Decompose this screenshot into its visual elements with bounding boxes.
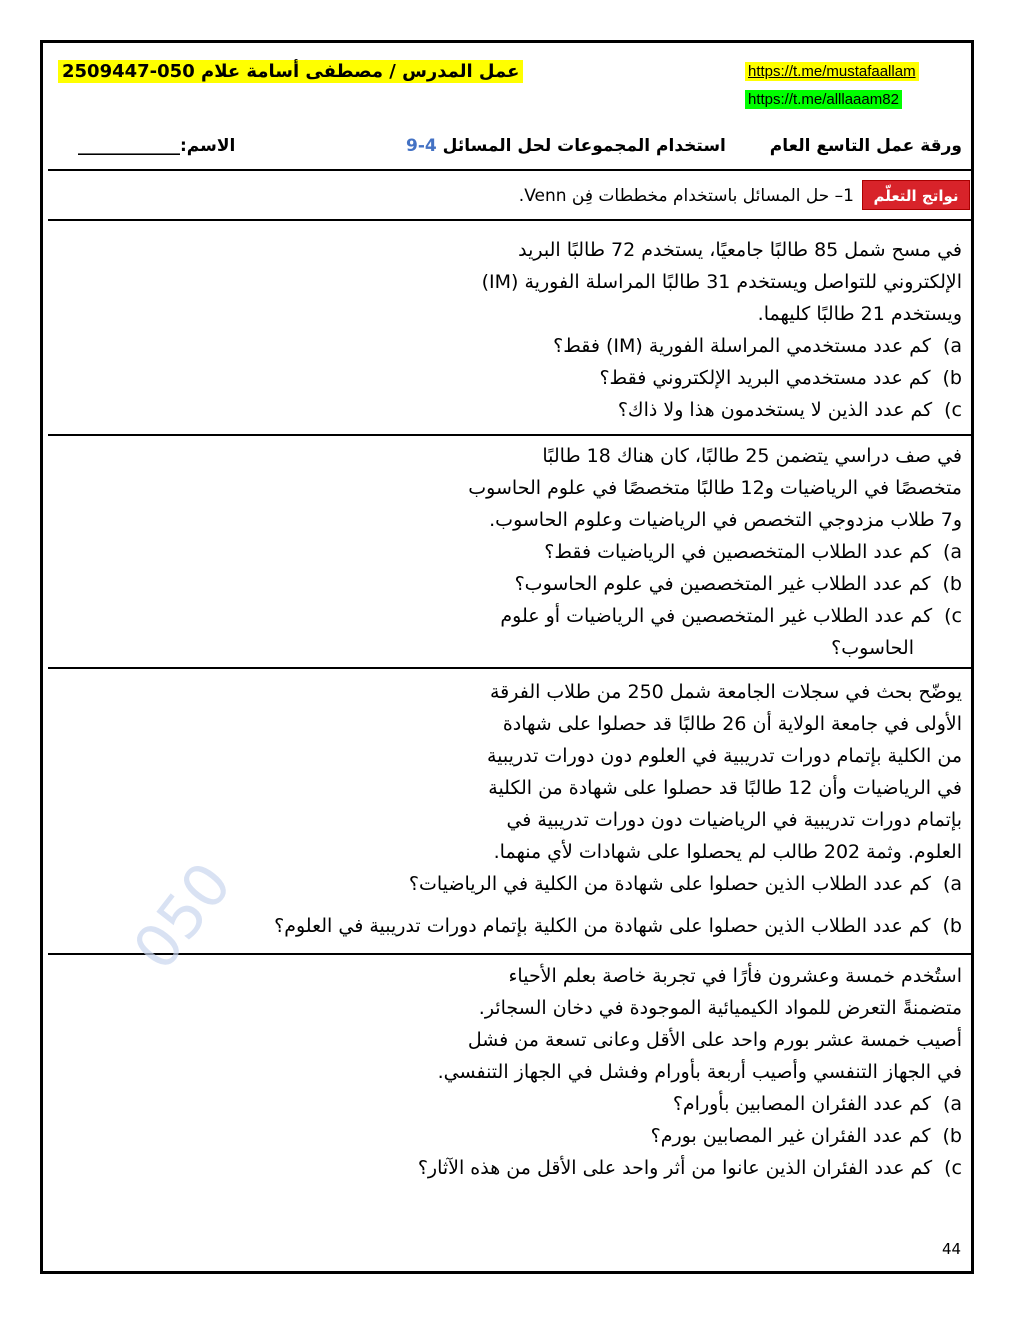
question-text: كم عدد الطلاب الذين حصلوا على شهادة من الكلية في الرياضيات؟ <box>408 873 931 895</box>
problem-text-line: متخصصًا في الرياضيات و12 طالبًا متخصصًا في علوم الحاسوب <box>468 477 962 499</box>
problem-text-line: استُخدم خمسة وعشرون فأرًا في تجربة خاصة بعلم الأحياء <box>508 965 962 987</box>
question-text: كم عدد الفئران المصابين بأورام؟ <box>672 1093 931 1115</box>
question-label: (a <box>942 873 962 895</box>
divider <box>48 434 972 436</box>
question-text: كم عدد مستخدمي المراسلة الفورية (IM) فقط؟ <box>553 335 931 357</box>
question-label: (b <box>942 1125 962 1147</box>
question-label: (c <box>944 1157 962 1179</box>
question-text: كم عدد الذين لا يستخدمون هذا ولا ذاك؟ <box>617 399 933 421</box>
problem-text-line: متضمنةً التعرض للمواد الكيميائية الموجودة في دخان السجائر. <box>478 997 962 1019</box>
lesson-number: 9-4 <box>406 136 437 156</box>
question-label: (b <box>942 915 962 937</box>
question-a <box>62 1088 962 1120</box>
question-text: الحاسوب؟ <box>831 637 914 659</box>
question-b <box>62 362 962 394</box>
problem-text-line: العلوم. وثمة 202 طالب لم يحصلوا على شهادات لأي منهما. <box>493 841 962 863</box>
lesson-heading <box>396 136 726 156</box>
question-text: كم عدد الفئران الذين عانوا من أثر واحد على الأقل من هذه الآثار؟ <box>417 1157 933 1179</box>
question-c <box>62 1152 962 1184</box>
problem-text-line: بإتمام دورات تدريبية في الرياضيات دون دورات تدريبية في <box>506 809 962 831</box>
learning-outcomes-badge: نواتج التعلّم <box>862 180 970 210</box>
question-c-continued <box>62 632 962 664</box>
question-text: كم عدد الطلاب المتخصصين في الرياضيات فقط؟ <box>544 541 931 563</box>
question-b <box>62 1120 962 1152</box>
problem-text-line: و7 طلاب مزدوجي التخصص في الرياضيات وعلوم الحاسوب. <box>489 509 962 531</box>
question-text: كم عدد الطلاب الذين حصلوا على شهادة من الكلية بإتمام دورات تدريبية في العلوم؟ <box>274 915 931 937</box>
telegram-link-2[interactable]: https://t.me/alllaaam82 <box>745 90 902 109</box>
problem-4 <box>62 960 962 1184</box>
problem-text-line: الأولى في جامعة الولاية أن 26 طالبًا قد حصلوا على شهادة <box>502 713 962 735</box>
problem-text-line: ويستخدم 21 طالبًا كليهما. <box>757 303 962 325</box>
problem-text-line: في صف دراسي يتضمن 25 طالبًا، كان هناك 18 طالبًا <box>542 445 962 467</box>
problem-text-line: من الكلية بإتمام دورات تدريبية في العلوم دون دورات تدريبية <box>487 745 962 767</box>
divider <box>48 169 972 171</box>
problem-text-line: في مسح شمل 85 طالبًا جامعيًا، يستخدم 72 طالبًا البريد <box>518 239 962 261</box>
problem-text-line: الإلكتروني للتواصل ويستخدم 31 طالبًا المراسلة الفورية (IM) <box>481 271 962 293</box>
question-label: (b <box>942 573 962 595</box>
question-a <box>62 330 962 362</box>
learning-outcome-item: 1– حل المسائل باستخدام مخططات فِن Venn. <box>518 186 854 206</box>
telegram-link-1[interactable]: https://t.me/mustafaallam <box>745 62 919 81</box>
question-label: (a <box>942 541 962 563</box>
problem-text-line: يوضّح بحث في سجلات الجامعة شمل 250 من طلاب الفرقة <box>489 681 962 703</box>
question-a <box>62 536 962 568</box>
question-text: كم عدد الفئران غير المصابين بورم؟ <box>650 1125 931 1147</box>
problem-text-line: في الجهاز التنفسي وأصيب أربعة بأورام وفشل في الجهاز التنفسي. <box>437 1061 962 1083</box>
watermark: 050 <box>120 849 246 984</box>
question-text: كم عدد الطلاب غير المتخصصين في الرياضيات أو علوم <box>500 605 933 627</box>
student-name-field: الاسم:____________ <box>78 136 236 156</box>
question-b <box>62 568 962 600</box>
question-c <box>62 394 962 426</box>
question-text: كم عدد مستخدمي البريد الإلكتروني فقط؟ <box>599 367 931 389</box>
question-label: (b <box>942 367 962 389</box>
question-c <box>62 600 962 632</box>
page-number: 44 <box>942 1240 962 1258</box>
question-label: (a <box>942 335 962 357</box>
worksheet-title: ورقة عمل التاسع العام <box>769 136 962 156</box>
divider <box>48 219 972 221</box>
question-label: (a <box>942 1093 962 1115</box>
lesson-title: استخدام المجموعات لحل المسائل <box>442 136 726 156</box>
teacher-credit: عمل المدرس / مصطفى أسامة علام 050-2509447 <box>58 60 523 83</box>
problem-text-line: في الرياضيات وأن 12 طالبًا قد حصلوا على شهادة من الكلية <box>488 777 962 799</box>
question-label: (c <box>944 399 962 421</box>
problem-text-line: أصيب خمسة عشر بورم واحد على الأقل وعانى تسعة من فشل <box>467 1029 962 1051</box>
problem-2 <box>62 440 962 664</box>
problem-1 <box>62 234 962 426</box>
question-label: (c <box>944 605 962 627</box>
question-text: كم عدد الطلاب غير المتخصصين في علوم الحاسوب؟ <box>514 573 931 595</box>
divider <box>48 667 972 669</box>
